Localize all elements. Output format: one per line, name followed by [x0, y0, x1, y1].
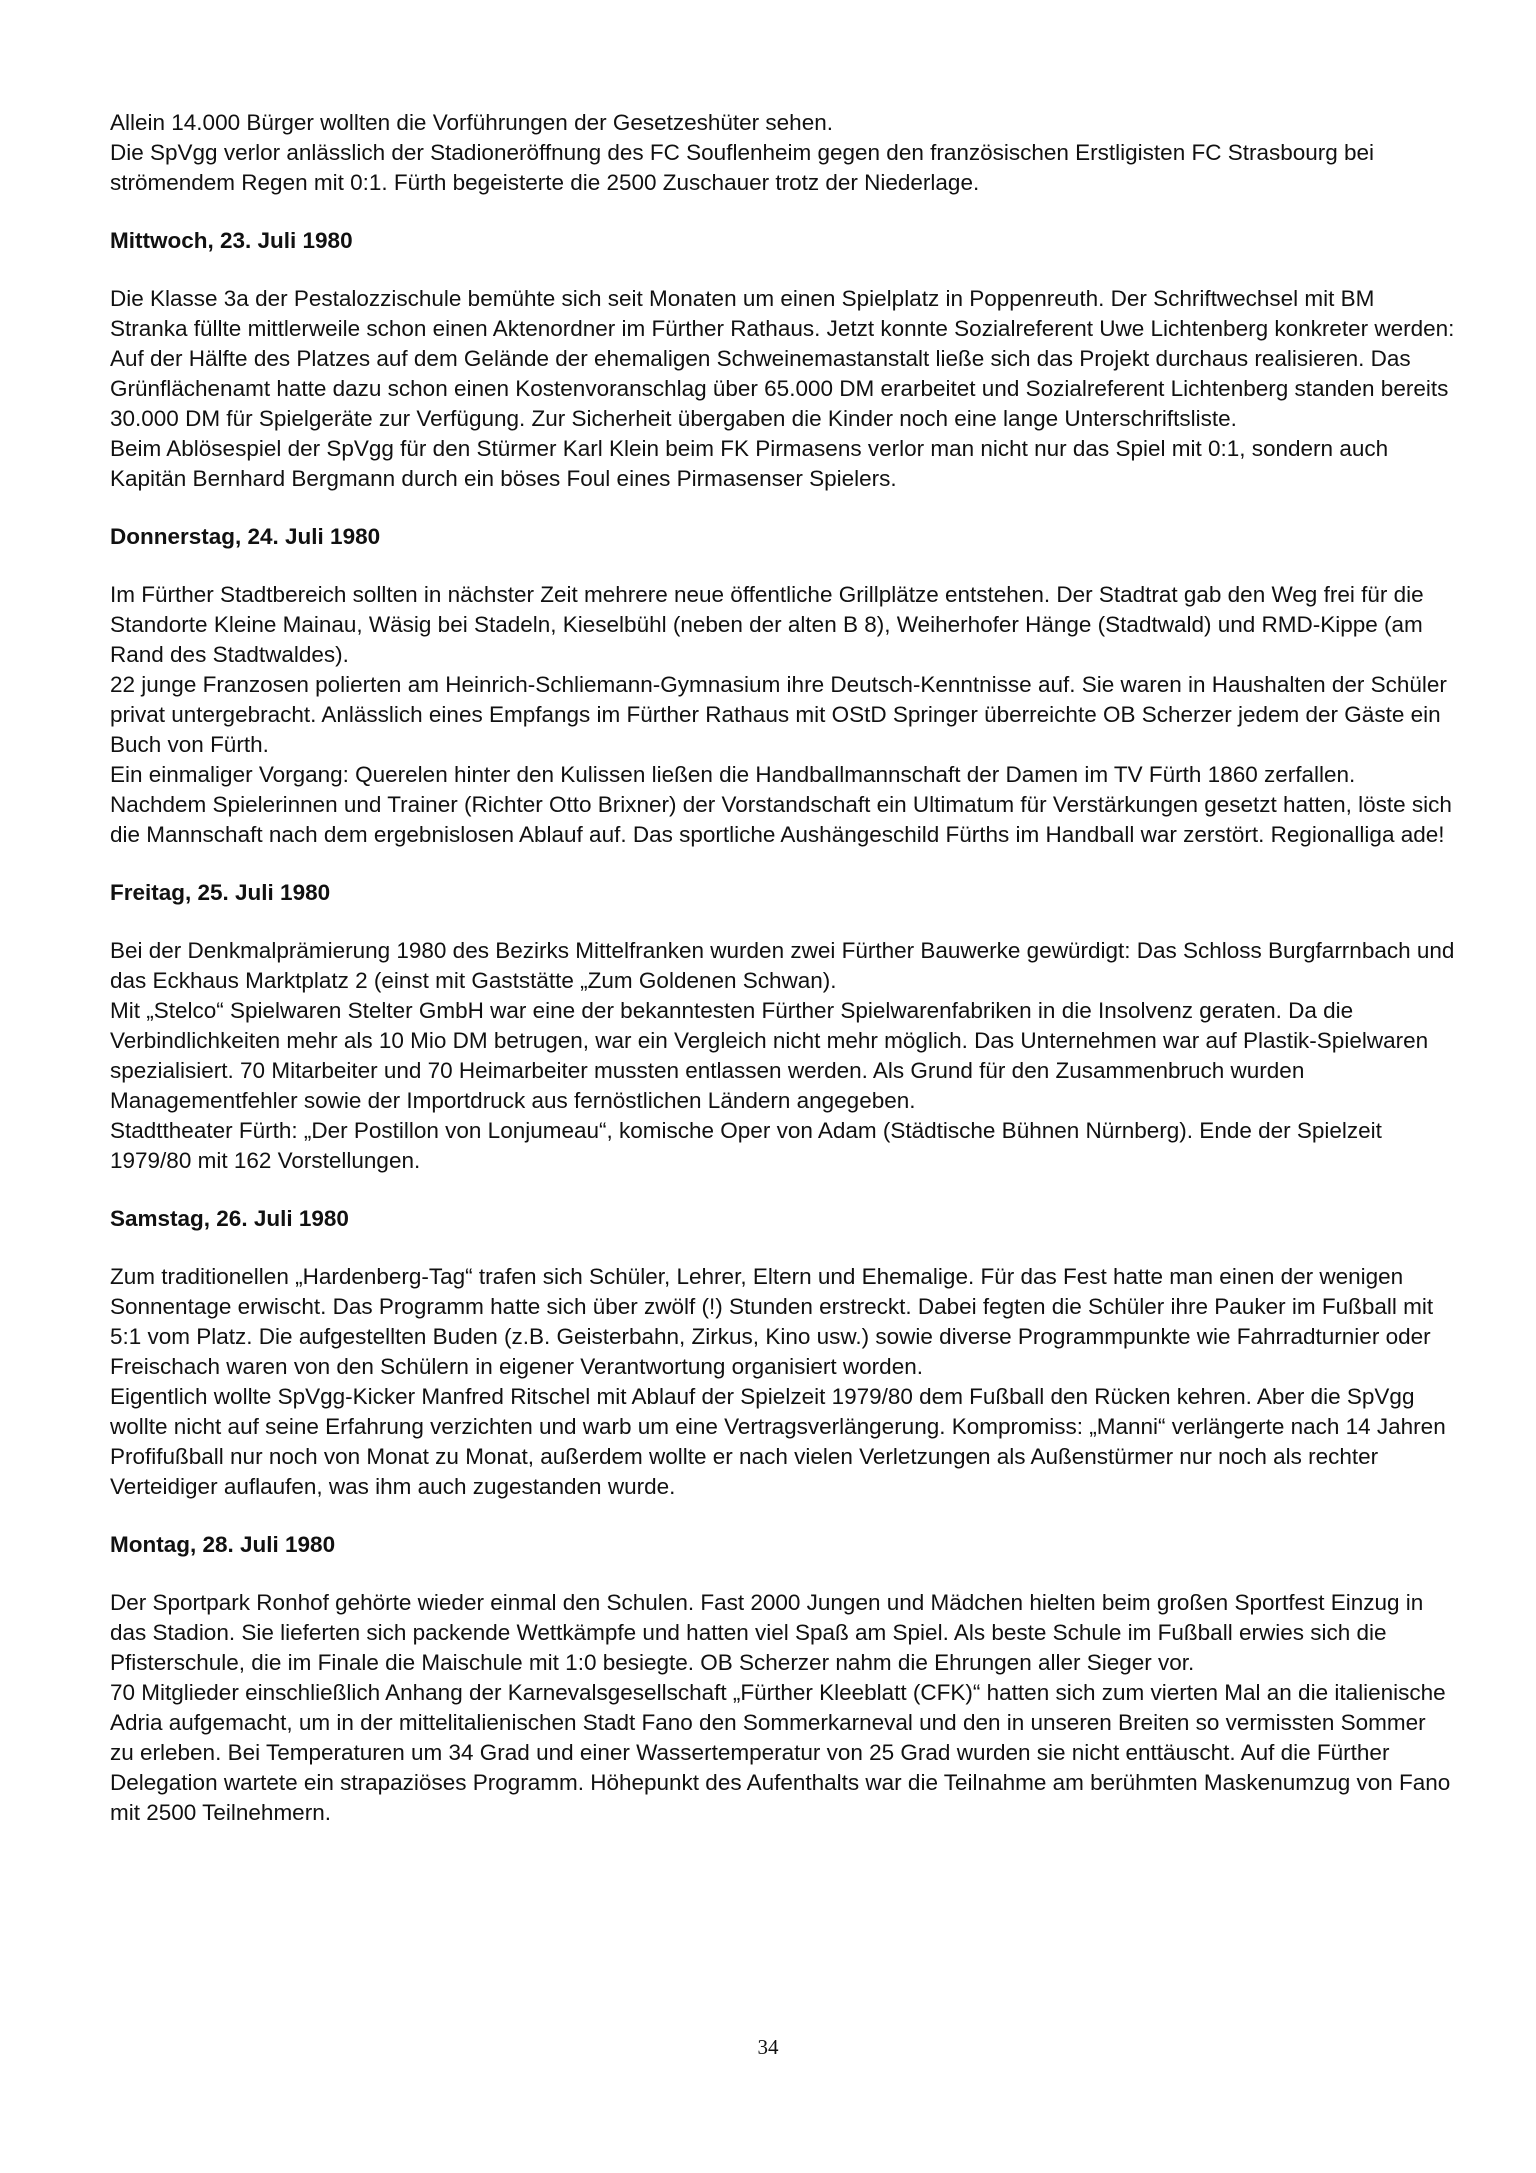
intro-paragraph: Die SpVgg verlor anlässlich der Stadioneröffnung des FC Souflenheim gegen den französischen Erstligisten FC Strasbourg bei strömendem Regen mit 0:1. Fürth begeisterte die 2500 Zuschauer trotz der Niederlage. — [110, 140, 1375, 195]
news-paragraph: Eigentlich wollte SpVgg-Kicker Manfred Ritschel mit Ablauf der Spielzeit 1979/80 dem Fußball den Rücken kehren. Aber die SpVgg wollte nicht auf seine Erfahrung verzichten und warb um eine Vertragsverlängerung. Kompromiss: „Manni“ verlängerte nach 14 Jahren Profifußball nur noch von Monat zu Monat, außerdem wollte er nach vielen Verletzungen als Außenstürmer nur noch als rechter Verteidiger auflaufen, was ihm auch zugestanden wurde. — [110, 1384, 1446, 1499]
date-heading: Mittwoch, 23. Juli 1980 — [110, 228, 353, 253]
news-paragraph: Zum traditionellen „Hardenberg-Tag“ trafen sich Schüler, Lehrer, Eltern und Ehemalige. Für das Fest hatte man einen der wenigen Sonnentage erwischt. Das Programm hatte sich über zwölf (!) Stunden erstreckt. Dabei fegten die Schüler ihre Pauker im Fußball mit 5:1 vom Platz. Die aufgestellten Buden (z.B. Geisterbahn, Zirkus, Kino usw.) sowie diverse Programmpunkte wie Fahrradturnier oder Freischach waren von den Schülern in eigener Verantwortung organisiert worden. — [110, 1264, 1434, 1379]
date-heading: Donnerstag, 24. Juli 1980 — [110, 524, 381, 549]
news-paragraph: 70 Mitglieder einschließlich Anhang der Karnevalsgesellschaft „Fürther Kleeblatt (CFK)“ hatten sich zum vierten Mal an die italienische Adria aufgemacht, um in der mittelitalienischen Stadt Fano den Sommerkarneval und den in unseren Breiten so vermissten Sommer zu erleben. Bei Temperaturen um 34 Grad und einer Wassertemperatur von 25 Grad wurden sie nicht enttäuscht. Auf die Fürther Delegation wartete ein strapaziöses Programm. Höhepunkt des Aufenthalts war die Teilnahme am berühmten Maskenumzug von Fano mit 2500 Teilnehmern. — [110, 1680, 1451, 1825]
date-heading: Montag, 28. Juli 1980 — [110, 1532, 336, 1557]
news-paragraph: Der Sportpark Ronhof gehörte wieder einmal den Schulen. Fast 2000 Jungen und Mädchen hielten beim großen Sportfest Einzug in das Stadion. Sie lieferten sich packende Wettkämpfe und hatten viel Spaß am Spiel. Als beste Schule im Fußball erwies sich die Pfisterschule, die im Finale die Maischule mit 1:0 besiegte. OB Scherzer nahm die Ehrungen aller Sieger vor. — [110, 1590, 1424, 1675]
news-paragraph: Die Klasse 3a der Pestalozzischule bemühte sich seit Monaten um einen Spielplatz in Poppenreuth. Der Schriftwechsel mit BM Stranka füllte mittlerweile schon einen Aktenordner im Fürther Rathaus. Jetzt konnte Sozialreferent Uwe Lichtenberg konkreter werden: Auf der Hälfte des Platzes auf dem Gelände der ehemaligen Schweinemastanstalt ließe sich das Projekt durchaus realisieren. Das Grünflächenamt hatte dazu schon einen Kostenvoranschlag über 65.000 DM erarbeitet und Sozialreferent Lichtenberg standen bereits 30.000 DM für Spielgeräte zur Verfügung. Zur Sicherheit übergaben die Kinder noch eine lange Unterschriftsliste. — [110, 286, 1455, 431]
document-body — [110, 108, 1455, 1828]
news-paragraph: 22 junge Franzosen polierten am Heinrich-Schliemann-Gymnasium ihre Deutsch-Kenntnisse auf. Sie waren in Haushalten der Schüler privat untergebracht. Anlässlich eines Empfangs im Fürther Rathaus mit OStD Springer überreichte OB Scherzer jedem der Gäste ein Buch von Fürth. — [110, 672, 1447, 757]
date-heading: Samstag, 26. Juli 1980 — [110, 1206, 349, 1231]
intro-paragraph: Allein 14.000 Bürger wollten die Vorführungen der Gesetzeshüter sehen. — [110, 110, 833, 135]
news-paragraph: Im Fürther Stadtbereich sollten in nächster Zeit mehrere neue öffentliche Grillplätze entstehen. Der Stadtrat gab den Weg frei für die Standorte Kleine Mainau, Wäsig bei Stadeln, Kieselbühl (neben der alten B 8), Weiherhofer Hänge (Stadtwald) und RMD-Kippe (am Rand des Stadtwaldes). — [110, 582, 1424, 667]
news-paragraph: Beim Ablösespiel der SpVgg für den Stürmer Karl Klein beim FK Pirmasens verlor man nicht nur das Spiel mit 0:1, sondern auch Kapitän Bernhard Bergmann durch ein böses Foul eines Pirmasenser Spielers. — [110, 436, 1389, 491]
date-heading: Freitag, 25. Juli 1980 — [110, 880, 331, 905]
news-paragraph: Bei der Denkmalprämierung 1980 des Bezirks Mittelfranken wurden zwei Fürther Bauwerke gewürdigt: Das Schloss Burgfarrnbach und das Eckhaus Marktplatz 2 (einst mit Gaststätte „Zum Goldenen Schwan). — [110, 938, 1455, 993]
news-paragraph: Stadttheater Fürth: „Der Postillon von Lonjumeau“, komische Oper von Adam (Städtische Bühnen Nürnberg). Ende der Spielzeit 1979/80 mit 162 Vorstellungen. — [110, 1118, 1382, 1173]
news-paragraph: Ein einmaliger Vorgang: Querelen hinter den Kulissen ließen die Handballmannschaft der Damen im TV Fürth 1860 zerfallen. Nachdem Spielerinnen und Trainer (Richter Otto Brixner) der Vorstandschaft ein Ultimatum für Verstärkungen gesetzt hatten, löste sich die Mannschaft nach dem ergebnislosen Ablauf auf. Das sportliche Aushängeschild Fürths im Handball war zerstört. Regionalliga ade! — [110, 762, 1452, 847]
news-paragraph: Mit „Stelco“ Spielwaren Stelter GmbH war eine der bekanntesten Fürther Spielwarenfabriken in die Insolvenz geraten. Da die Verbindlichkeiten mehr als 10 Mio DM betrugen, war ein Vergleich nicht mehr möglich. Das Unternehmen war auf Plastik-Spielwaren spezialisiert. 70 Mitarbeiter und 70 Heimarbeiter mussten entlassen werden. Als Grund für den Zusammenbruch wurden Managementfehler sowie der Importdruck aus fernöstlichen Ländern angegeben. — [110, 998, 1429, 1113]
page-number: 34 — [757, 2035, 779, 2059]
